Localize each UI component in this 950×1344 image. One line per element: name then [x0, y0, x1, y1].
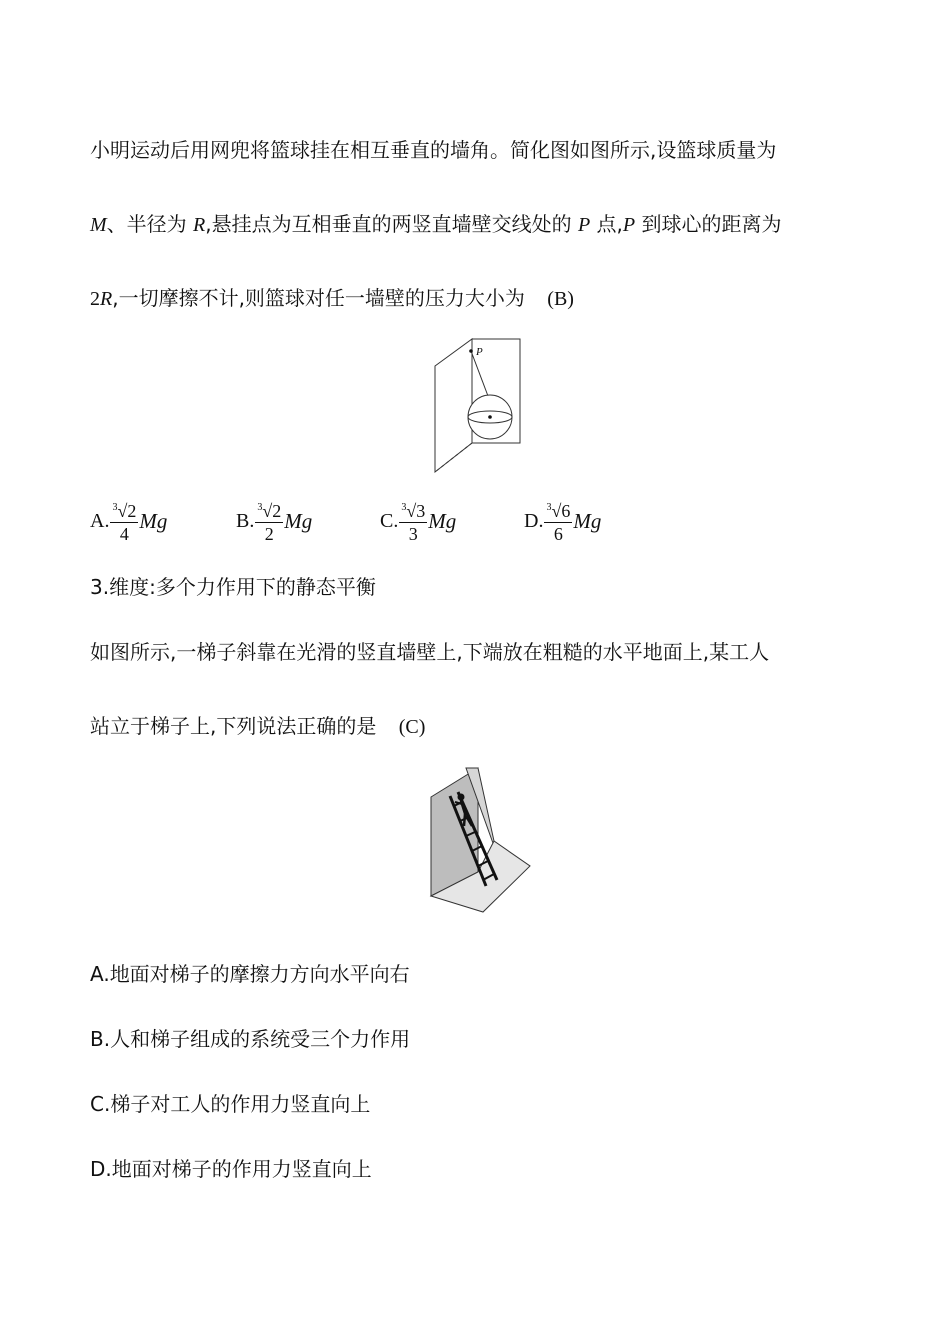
option-c[interactable] — [380, 497, 456, 545]
problem1-line3 — [90, 286, 574, 311]
problem2-line1: 如图所示,一梯子斜靠在光滑的竖直墙壁上,下端放在粗糙的水平地面上,某工人 — [90, 640, 770, 664]
option-fraction — [544, 497, 572, 545]
radical-icon: √ — [117, 501, 128, 521]
root-index: 3 — [112, 502, 118, 513]
option-a[interactable] — [90, 497, 167, 545]
label-p: P — [476, 346, 483, 358]
text-seg: 站立于梯子上,下列说法正确的是 — [90, 714, 377, 738]
radicand: 6 — [561, 501, 571, 521]
radical-icon: √ — [262, 501, 273, 521]
hang-point — [469, 349, 473, 353]
text-seg: 到球心的距离为 — [635, 212, 782, 236]
radical-icon: √ — [551, 501, 562, 521]
option-label: B. — [236, 509, 255, 532]
var-m: M — [90, 214, 107, 236]
problem1-line1: 小明运动后用网兜将篮球挂在相互垂直的墙角。简化图如图所示,设篮球质量为 — [90, 138, 777, 162]
denominator: 2 — [264, 524, 274, 544]
var-p2: P — [622, 214, 636, 236]
option-tail: Mg — [428, 508, 457, 533]
radicand: 2 — [127, 501, 137, 521]
choice-b[interactable]: B.人和梯子组成的系统受三个力作用 — [90, 1027, 411, 1051]
option-label: C. — [380, 509, 399, 532]
answer-badge: (B) — [547, 288, 574, 310]
choice-a[interactable]: A.地面对梯子的摩擦力方向水平向右 — [90, 962, 410, 986]
problem1-line2 — [90, 212, 781, 237]
denominator: 6 — [553, 524, 563, 544]
radical-icon: √ — [406, 501, 417, 521]
figure-ball-corner — [430, 336, 530, 478]
problem2-line2 — [90, 714, 425, 739]
figure-ladder — [428, 766, 534, 914]
choice-c[interactable]: C.梯子对工人的作用力竖直向上 — [90, 1092, 371, 1116]
var-r2: R — [100, 288, 113, 310]
text-seg: ,一切摩擦不计,则篮球对任一墙壁的压力大小为 — [112, 286, 525, 310]
option-b[interactable] — [236, 497, 312, 545]
option-d[interactable] — [524, 497, 601, 545]
section-title: 3.维度:多个力作用下的静态平衡 — [90, 575, 376, 599]
text-seg: 点, — [590, 212, 623, 236]
numerator — [255, 497, 283, 523]
numerator — [110, 497, 138, 523]
option-fraction — [399, 497, 427, 545]
radicand: 3 — [416, 501, 426, 521]
choice-d[interactable]: D.地面对梯子的作用力竖直向上 — [90, 1157, 372, 1181]
left-wall — [435, 339, 472, 472]
root-index: 3 — [546, 502, 552, 513]
ball-center — [488, 415, 492, 419]
option-fraction — [255, 497, 283, 545]
root-index: 3 — [257, 502, 263, 513]
var-r: R — [193, 214, 206, 236]
option-label: A. — [90, 509, 110, 532]
numerator — [399, 497, 427, 523]
radicand: 2 — [272, 501, 282, 521]
option-tail: Mg — [573, 508, 602, 533]
var-p: P — [577, 214, 591, 236]
option-tail: Mg — [139, 508, 168, 533]
denominator: 4 — [119, 524, 129, 544]
root-index: 3 — [401, 502, 407, 513]
option-fraction — [110, 497, 138, 545]
denominator: 3 — [408, 524, 418, 544]
text-seg: 、半径为 — [106, 212, 194, 236]
text-seg: ,悬挂点为互相垂直的两竖直墙壁交线处的 — [205, 212, 578, 236]
option-tail: Mg — [284, 508, 313, 533]
option-label: D. — [524, 509, 544, 532]
answer-badge: (C) — [398, 716, 426, 738]
numerator — [544, 497, 572, 523]
num-2: 2 — [90, 288, 100, 310]
